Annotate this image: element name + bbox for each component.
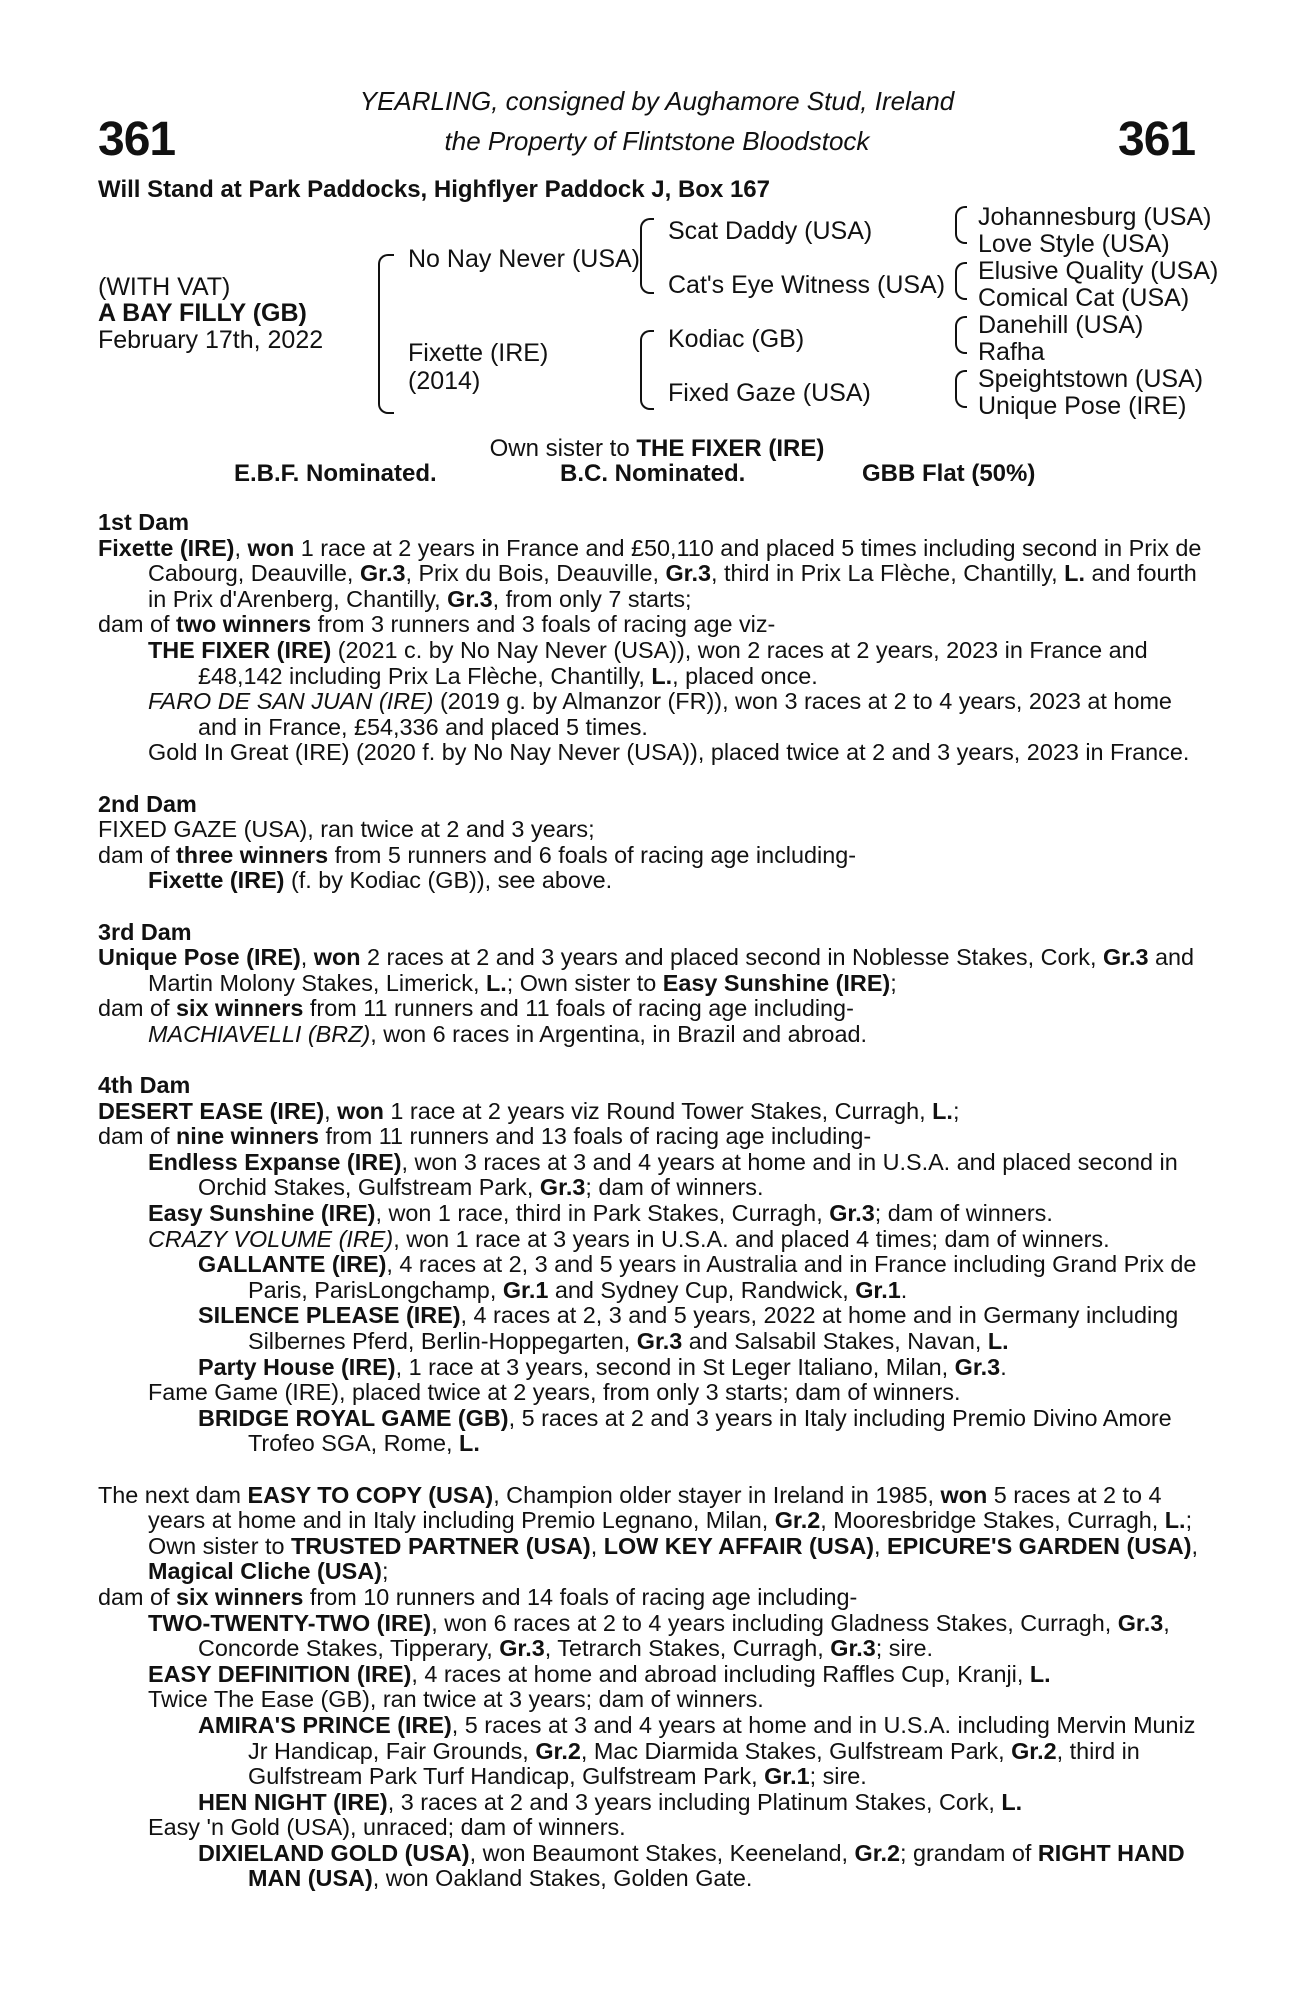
gg-7: Speightstown (USA) [978,365,1204,393]
text-run: ; dam of winners. [874,1200,1053,1227]
text-run: The next dam [98,1481,248,1508]
text-run: won [337,1097,384,1124]
text-run: 1 race at 2 years viz Round Tower Stakes, Curragh, [383,1097,933,1124]
text-run: from 3 runners and 3 foals of racing age viz- [311,611,776,638]
next-dam-grandfoal-1 [98,1713,1203,1790]
text-run: FIXED GAZE (USA), ran twice at 2 and 3 years; [98,816,595,843]
text-run: TWO-TWENTY-TWO (IRE) [148,1609,432,1636]
text-run: , Concorde Stakes, Tipperary, [198,1609,1170,1662]
dam-dam-name: Fixed Gaze (USA) [668,379,871,407]
text-run: MACHIAVELLI (BRZ) [148,1020,371,1047]
vat-label: (WITH VAT) [98,273,231,301]
lot-number-right: 361 [1118,113,1196,166]
text-run: Gr.1 [764,1763,810,1790]
text-run: six winners [176,995,304,1022]
own-sister-note [0,435,1314,463]
text-run: (2021 c. by No Nay Never (USA)), won 2 races at 2 years, 2023 in France and £48,142 including Prix La Flèche, Chantilly, [198,636,1148,689]
section-heading-4th-dam: 4th Dam [98,1072,191,1099]
own-sister-prefix: Own sister to [489,435,637,462]
dam4-grandfoal-2 [98,1303,1203,1354]
text-run: L. [1029,1660,1051,1687]
text-run: won [940,1481,988,1508]
text-run: , [300,944,314,971]
text-run: ; Own sister to [506,969,663,996]
text-run: Gold In Great (IRE) (2020 f. by No Nay Never (USA)), placed twice at 2 and 3 years, 2023 in France. [148,739,1190,766]
horse-dob: February 17th, 2022 [98,326,324,354]
dam4-foal-3 [98,1227,1203,1253]
text-run: 1 race at 2 years in France and £50,110 and placed 5 times including second in Prix de Cabourg, Deauville, [148,534,1202,587]
text-run: , 5 races at 2 and 3 years in Italy including Premio Divino Amore Trofeo SGA, Rome, [248,1404,1172,1457]
text-run: ; [952,1097,960,1124]
dam2-foal-1 [98,868,1203,894]
text-run: Fixette (IRE) [148,867,285,894]
text-run: and Martin Molony Stakes, Limerick, [148,944,1195,996]
brace-g12 [955,206,967,244]
brace-g78 [955,370,967,408]
text-run: , 4 races at home and abroad including Raffles Cup, Kranji, [411,1660,1030,1687]
dam3-produce [98,996,1203,1022]
gg-6: Rafha [978,338,1045,366]
text-run: , placed once. [672,662,818,689]
text-run: , 4 races at 2, 3 and 5 years, 2022 at home and in Germany including Silbernes Pferd, Berlin-Hoppegarten, [248,1302,1179,1354]
text-run: and fourth in Prix d'Arenberg, Chantilly, [148,560,1197,612]
text-run: DIXIELAND GOLD (USA) [198,1839,470,1866]
text-run: L. [932,1097,953,1124]
next-dam-grandfoal-3 [98,1841,1203,1892]
text-run: ; sire. [809,1763,867,1790]
text-run: . [900,1276,908,1303]
next-dam-foal-1 [98,1611,1203,1662]
next-dam-record [98,1483,1203,1585]
text-run: Endless Expanse (IRE) [148,1148,402,1175]
text-run: Gr.3 [1102,944,1149,971]
bc-note: B.C. Nominated. [560,460,746,487]
sire-name: No Nay Never (USA) [408,245,640,273]
next-dam-produce [98,1585,1203,1611]
text-run: Gr.3 [636,1328,683,1354]
text-run: , third in Gulfstream Park Turf Handicap, Gulfstream Park, [248,1737,1140,1790]
text-run: , won 6 races in Argentina, in Brazil and abroad. [370,1020,867,1047]
brace-sire [640,218,654,294]
brace-g56 [955,316,967,354]
horse-name: A BAY FILLY (GB) [98,299,307,327]
text-run: Fame Game (IRE), placed twice at 2 years, from only 3 starts; dam of winners. [148,1379,961,1406]
text-run: ; [890,969,897,996]
dam4-grandfoal-4 [98,1406,1203,1457]
text-run: L. [1164,1507,1186,1534]
text-run: , won Beaumont Stakes, Keeneland, [469,1839,855,1866]
gg-5: Danehill (USA) [978,311,1144,339]
text-run: Gr.3 [499,1635,545,1662]
text-run: Easy Sunshine (IRE) [662,969,891,996]
text-run: EASY TO COPY (USA) [247,1481,494,1508]
dam1-foal-2 [98,689,1203,740]
dam2-record [98,817,1203,843]
text-run: , won 3 races at 3 and 4 years at home and in U.S.A. and placed second in Orchid Stakes, Gulfstream Park, [198,1148,1178,1201]
dam3-foal-1 [98,1022,1203,1048]
text-run: from 11 runners and 13 foals of racing age including- [319,1123,872,1150]
dam1-record [98,536,1203,613]
gg-2: Love Style (USA) [978,230,1170,258]
text-run: Gr.1 [855,1276,901,1303]
dam-name: Fixette (IRE) [408,339,549,367]
text-run: EPICURE'S GARDEN (USA) [887,1532,1192,1559]
text-run: Easy Sunshine (IRE) [148,1200,376,1227]
text-run: , Champion older stayer in Ireland in 1985, [493,1481,941,1508]
gbb-note: GBB Flat (50%) [862,460,1036,487]
dam-year: (2014) [408,367,481,395]
brace-dam [640,330,654,410]
text-run: from 11 runners and 11 foals of racing age including- [303,995,854,1022]
text-run: Gr.3 [830,1635,876,1662]
text-run: , [1191,1532,1198,1559]
text-run: LOW KEY AFFAIR (USA) [603,1532,875,1559]
text-run: , Prix du Bois, Deauville, [405,560,666,587]
text-run: , Mac Diarmida Stakes, Gulfstream Park, [580,1737,1012,1764]
text-run: , 5 races at 3 and 4 years at home and in U.S.A. including Mervin Muniz Jr Handicap, Fair Grounds, [248,1711,1196,1764]
text-run: DESERT EASE (IRE) [98,1097,325,1124]
text-run: ; dam of winners. [585,1174,764,1201]
text-run: Gr.3 [359,560,406,587]
text-run: Party House (IRE) [198,1353,396,1380]
next-dam-foal-3 [98,1687,1203,1713]
text-run: L. [485,969,507,996]
dam4-foal-1 [98,1150,1203,1201]
text-run: six winners [176,1583,304,1610]
text-run: won [247,534,295,561]
text-run: dam of [98,841,177,868]
text-run: Gr.3 [954,1353,1001,1380]
text-run: , Tetrarch Stakes, Curragh, [544,1635,831,1662]
text-run: dam of [98,1123,177,1150]
text-run: two winners [176,611,312,638]
text-run: , won Oakland Stakes, Golden Gate. [372,1865,753,1892]
next-dam-grandfoal-2 [98,1790,1203,1816]
text-run: three winners [176,841,329,868]
section-heading-3rd-dam: 3rd Dam [98,918,192,945]
text-run: Gr.2 [1011,1737,1057,1764]
text-run: TRUSTED PARTNER (USA) [290,1532,591,1559]
text-run: Gr.2 [774,1507,821,1534]
text-run: Gr.3 [539,1174,586,1201]
text-run: Gr.3 [665,560,711,587]
brace-g34 [955,262,967,300]
text-run: FARO DE SAN JUAN (IRE) [148,688,434,715]
ebf-note: E.B.F. Nominated. [234,460,437,487]
dam-sire-name: Kodiac (GB) [668,325,805,353]
dam4-foal-4 [98,1380,1203,1406]
property-line: the Property of Flintstone Bloodstock [444,126,870,156]
text-run: , from only 7 starts; [492,585,692,612]
text-run: CRAZY VOLUME (IRE) [148,1225,394,1252]
text-run: HEN NIGHT (IRE) [198,1788,388,1815]
text-run: ; grandam of [900,1839,1038,1866]
gg-4: Comical Cat (USA) [978,284,1190,312]
dam4-produce [98,1124,1203,1150]
text-run: Gr.1 [502,1276,549,1303]
text-run: dam of [98,611,177,638]
sire-sire-name: Scat Daddy (USA) [668,217,873,245]
text-run: L. [459,1430,480,1457]
dam3-record [98,945,1203,996]
section-heading-1st-dam: 1st Dam [98,509,190,535]
text-run: EASY DEFINITION (IRE) [148,1660,412,1687]
dam1-foal-1 [98,638,1203,689]
text-run: , [234,534,248,561]
text-run: Twice The Ease (GB), ran twice at 3 years; dam of winners. [148,1686,764,1713]
dam2-produce [98,843,1203,869]
consignor-line: YEARLING, consigned by Aughamore Stud, Ireland [359,86,955,116]
dam1-foal-3 [98,740,1203,766]
text-run: from 10 runners and 14 foals of racing age including- [303,1583,858,1610]
text-run: Gr.2 [535,1737,581,1764]
next-dam-foal-2 [98,1662,1203,1688]
text-run: Easy 'n Gold (USA), unraced; dam of winners. [148,1814,626,1841]
text-run: AMIRA'S PRINCE (IRE) [198,1711,452,1738]
text-run: , Mooresbridge Stakes, Curragh, [820,1507,1165,1534]
text-run: L. [1064,560,1085,587]
text-run: Gr.3 [829,1200,875,1227]
dam4-record [98,1099,1203,1125]
text-run: nine winners [176,1123,319,1150]
text-run: , [324,1097,338,1124]
text-run: Fixette (IRE) [98,534,235,561]
text-run: ; Own sister to [148,1507,1193,1559]
text-run: won [313,944,361,971]
text-run: 5 races at 2 to 4 years at home and in Italy including Premio Legnano, Milan, [148,1481,1162,1534]
text-run: ; sire. [875,1635,933,1662]
text-run: , 3 races at 2 and 3 years including Platinum Stakes, Cork, [387,1788,1002,1815]
sire-dam-name: Cat's Eye Witness (USA) [668,271,946,299]
text-run: THE FIXER (IRE) [148,636,332,663]
text-run: dam of [98,1583,177,1610]
text-run: , third in Prix La Flèche, Chantilly, [710,560,1065,587]
text-run: Gr.2 [854,1839,901,1866]
text-run: L. [651,662,673,689]
text-run: , 1 race at 3 years, second in St Leger Italiano, Milan, [395,1353,955,1380]
text-run: and Salsabil Stakes, Navan, [682,1328,988,1354]
text-run: , [874,1532,888,1559]
text-run: GALLANTE (IRE) [198,1251,387,1278]
text-run: , [590,1532,604,1559]
text-run: Gr.3 [1117,1609,1164,1636]
gg-3: Elusive Quality (USA) [978,257,1219,285]
text-run: , won 1 race at 3 years in U.S.A. and placed 4 times; dam of winners. [393,1225,1110,1252]
text-run: 2 races at 2 and 3 years and placed second in Noblesse Stakes, Cork, [360,944,1103,971]
text-run: (2019 g. by Almanzor (FR)), won 3 races at 2 to 4 years, 2023 at home and in France, £54,336 and placed 5 times. [198,688,1172,740]
brace-horse [378,254,394,414]
stand-location: Will Stand at Park Paddocks, Highflyer Paddock J, Box 167 [98,176,770,203]
gg-1: Johannesburg (USA) [978,203,1212,231]
text-run: L. [987,1328,1009,1354]
dam4-foal-2 [98,1201,1203,1227]
dam4-grandfoal-3 [98,1355,1203,1381]
own-sister-name: THE FIXER (IRE) [636,435,825,462]
dam1-produce [98,612,1203,638]
text-run: Gr.3 [447,585,493,612]
dam4-grandfoal-1 [98,1252,1203,1303]
catalogue-body [98,510,1203,1892]
text-run: BRIDGE ROYAL GAME (GB) [198,1404,509,1431]
text-run: and Sydney Cup, Randwick, [548,1276,856,1303]
text-run: , won 6 races at 2 to 4 years including Gladness Stakes, Curragh, [431,1609,1118,1636]
text-run: SILENCE PLEASE (IRE) [198,1302,461,1329]
section-heading-2nd-dam: 2nd Dam [98,790,197,817]
text-run: L. [1001,1788,1023,1815]
text-run: from 5 runners and 6 foals of racing age including- [328,841,856,868]
next-dam-foal-4 [98,1815,1203,1841]
text-run: Unique Pose (IRE) [98,944,301,971]
gg-8: Unique Pose (IRE) [978,392,1187,420]
text-run: , won 1 race, third in Park Stakes, Curragh, [375,1200,830,1227]
text-run: RIGHT HAND MAN (USA) [248,1839,1185,1892]
text-run: (f. by Kodiac (GB)), see above. [284,867,613,894]
text-run: . [1000,1353,1007,1380]
text-run: dam of [98,995,177,1022]
lot-number-left: 361 [98,113,176,166]
text-run: ; [381,1558,389,1585]
text-run: , 4 races at 2, 3 and 5 years in Australia and in France including Grand Prix de Paris, ParisLongchamp, [248,1251,1197,1303]
text-run: Magical Cliche (USA) [148,1558,382,1585]
